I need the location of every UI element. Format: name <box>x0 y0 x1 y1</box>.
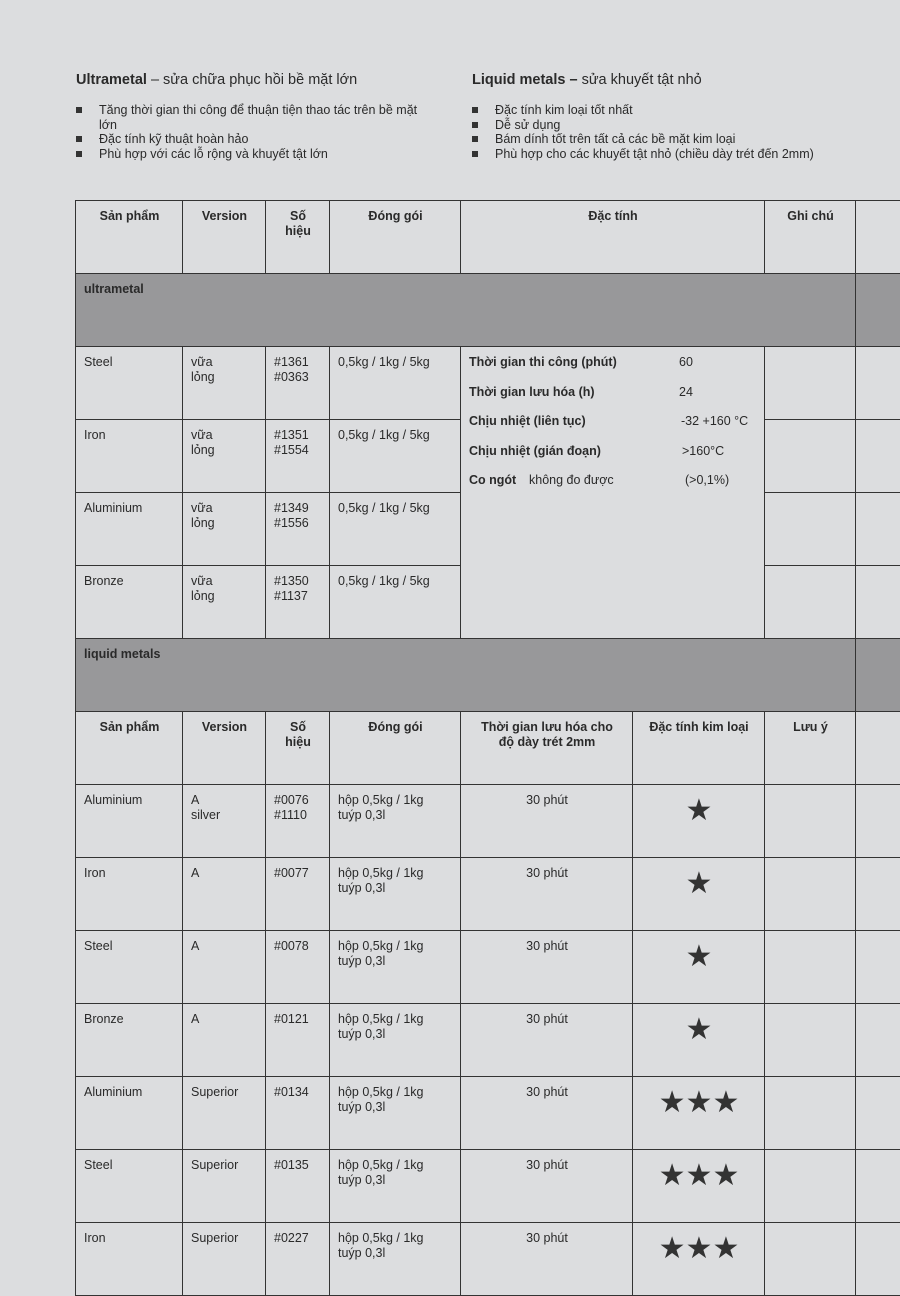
version-cell: A silver <box>183 785 266 858</box>
star-icon: ★ <box>712 1088 739 1118</box>
liquid-metals-intro <box>472 72 852 161</box>
star-rating <box>641 1015 757 1045</box>
code-cell: #1351 #1554 <box>266 420 330 493</box>
property-work-time: Thời gian thi công (phút) 60 <box>469 355 617 370</box>
star-icon: ★ <box>686 942 713 972</box>
star-icon: ★ <box>686 869 713 899</box>
pack-cell: hộp 0,5kg / 1kg tuýp 0,3l <box>330 858 461 931</box>
version-cell: vữa lỏng <box>183 420 266 493</box>
header-cell <box>856 201 900 274</box>
cure-time-cell: 30 phút <box>461 931 633 1004</box>
property-heat-intermittent: Chịu nhiệt (gián đoạn) >160°C <box>469 444 601 459</box>
section-row-ultrametal <box>76 274 900 347</box>
star-rating <box>641 869 757 899</box>
note-cell <box>765 347 856 420</box>
star-icon: ★ <box>659 1088 686 1118</box>
bullet-item: Dễ sử dụng <box>472 118 852 133</box>
section-row-liquid-metals <box>76 639 900 712</box>
star-icon: ★ <box>686 796 713 826</box>
code-cell: #1350 #1137 <box>266 566 330 639</box>
cure-time-cell: 30 phút <box>461 1004 633 1077</box>
product-cell: Steel <box>76 1150 183 1223</box>
header-cell: Lưu ý <box>765 712 856 785</box>
note-cell <box>765 858 856 931</box>
bullet-item: Phù hợp với các lỗ rộng và khuyết tật lớn <box>76 147 426 162</box>
ultrametal-bullet-list <box>76 103 426 161</box>
property-shrinkage: Co ngót không đo được (>0,1%) <box>469 473 516 488</box>
side-cell <box>856 858 900 931</box>
rating-cell <box>633 1223 765 1296</box>
star-icon: ★ <box>686 1161 713 1191</box>
note-cell <box>765 1004 856 1077</box>
side-cell <box>856 1077 900 1150</box>
note-cell <box>765 1077 856 1150</box>
side-cell <box>856 1004 900 1077</box>
bullet-item: Phù hợp cho các khuyết tật nhỏ (chiều dày trét đến 2mm) <box>472 147 852 162</box>
bullet-item: Đặc tính kim loại tốt nhất <box>472 103 852 118</box>
product-cell: Bronze <box>76 566 183 639</box>
product-cell: Steel <box>76 931 183 1004</box>
header-cell: Đặc tính <box>461 201 765 274</box>
side-cell <box>856 1150 900 1223</box>
product-cell: Iron <box>76 420 183 493</box>
cure-time-cell: 30 phút <box>461 785 633 858</box>
pack-cell: hộp 0,5kg / 1kg tuýp 0,3l <box>330 785 461 858</box>
cure-time-cell: 30 phút <box>461 858 633 931</box>
version-cell: A <box>183 931 266 1004</box>
pack-cell: 0,5kg / 1kg / 5kg <box>330 420 461 493</box>
star-icon: ★ <box>686 1234 713 1264</box>
table-row <box>76 1077 900 1150</box>
table-row <box>76 931 900 1004</box>
side-cell <box>856 785 900 858</box>
star-icon: ★ <box>659 1234 686 1264</box>
property-heat-continuous: Chịu nhiệt (liên tục) -32 +160 °C <box>469 414 586 429</box>
note-cell <box>765 493 856 566</box>
table-row <box>76 1004 900 1077</box>
code-cell: #0077 <box>266 858 330 931</box>
bullet-item: Đặc tính kỹ thuật hoàn hảo <box>76 132 426 147</box>
pack-cell: hộp 0,5kg / 1kg tuýp 0,3l <box>330 1004 461 1077</box>
header-cell: Sản phẩm <box>76 712 183 785</box>
note-cell <box>765 1150 856 1223</box>
version-cell: Superior <box>183 1077 266 1150</box>
header-cell: Đặc tính kim loại <box>633 712 765 785</box>
side-cell <box>856 420 900 493</box>
pack-cell: 0,5kg / 1kg / 5kg <box>330 493 461 566</box>
table-row <box>76 1223 900 1296</box>
header-cell: Thời gian lưu hóa cho độ dày trét 2mm <box>461 712 633 785</box>
note-cell <box>765 931 856 1004</box>
table-header-row <box>76 201 900 274</box>
cure-time-cell: 30 phút <box>461 1150 633 1223</box>
star-rating <box>641 796 757 826</box>
code-cell: #0135 <box>266 1150 330 1223</box>
product-cell: Aluminium <box>76 493 183 566</box>
code-cell: #0227 <box>266 1223 330 1296</box>
version-cell: A <box>183 1004 266 1077</box>
ultrametal-intro <box>76 72 426 161</box>
header-cell: Version <box>183 712 266 785</box>
product-spec-table <box>75 200 900 1296</box>
code-cell: #1349 #1556 <box>266 493 330 566</box>
product-cell: Aluminium <box>76 1077 183 1150</box>
version-cell: vữa lỏng <box>183 566 266 639</box>
side-cell <box>856 493 900 566</box>
pack-cell: hộp 0,5kg / 1kg tuýp 0,3l <box>330 931 461 1004</box>
side-cell <box>856 566 900 639</box>
product-cell: Steel <box>76 347 183 420</box>
star-icon: ★ <box>686 1015 713 1045</box>
product-cell: Iron <box>76 1223 183 1296</box>
version-cell: Superior <box>183 1150 266 1223</box>
version-cell: vữa lỏng <box>183 347 266 420</box>
star-icon: ★ <box>686 1088 713 1118</box>
star-icon: ★ <box>659 1161 686 1191</box>
product-cell: Bronze <box>76 1004 183 1077</box>
header-cell <box>856 712 900 785</box>
section-label: ultrametal <box>76 274 856 347</box>
section-side-cell <box>856 639 900 712</box>
pack-cell: hộp 0,5kg / 1kg tuýp 0,3l <box>330 1150 461 1223</box>
pack-cell: hộp 0,5kg / 1kg tuýp 0,3l <box>330 1223 461 1296</box>
table-header-row <box>76 712 900 785</box>
version-cell: Superior <box>183 1223 266 1296</box>
star-rating <box>641 942 757 972</box>
note-cell <box>765 566 856 639</box>
side-cell <box>856 1223 900 1296</box>
liquid-metals-intro-title: Liquid metals – sửa khuyết tật nhỏ <box>472 72 852 88</box>
pack-cell: 0,5kg / 1kg / 5kg <box>330 347 461 420</box>
code-cell: #0078 <box>266 931 330 1004</box>
bullet-item: Tăng thời gian thi công để thuận tiện thao tác trên bề mặt lớn <box>76 103 426 132</box>
properties-cell <box>461 347 765 639</box>
header-cell: Ghi chú <box>765 201 856 274</box>
table-row <box>76 347 900 420</box>
code-cell: #0121 <box>266 1004 330 1077</box>
table-row <box>76 858 900 931</box>
note-cell <box>765 1223 856 1296</box>
table-row <box>76 1150 900 1223</box>
liquid-metals-bullet-list <box>472 103 852 161</box>
rating-cell <box>633 785 765 858</box>
header-cell: Đóng gói <box>330 201 461 274</box>
property-cure-time: Thời gian lưu hóa (h) 24 <box>469 385 595 400</box>
star-rating <box>641 1161 757 1191</box>
version-cell: vữa lỏng <box>183 493 266 566</box>
star-icon: ★ <box>712 1161 739 1191</box>
table-row <box>76 785 900 858</box>
header-cell: Số hiệu <box>266 712 330 785</box>
star-rating <box>641 1088 757 1118</box>
cure-time-cell: 30 phút <box>461 1077 633 1150</box>
cure-time-cell: 30 phút <box>461 1223 633 1296</box>
header-cell: Đóng gói <box>330 712 461 785</box>
header-cell: Version <box>183 201 266 274</box>
product-cell: Aluminium <box>76 785 183 858</box>
side-cell <box>856 347 900 420</box>
header-cell: Sản phẩm <box>76 201 183 274</box>
pack-cell: hộp 0,5kg / 1kg tuýp 0,3l <box>330 1077 461 1150</box>
header-cell: Số hiệu <box>266 201 330 274</box>
side-cell <box>856 931 900 1004</box>
ultrametal-intro-title: Ultrametal – sửa chữa phục hồi bề mặt lớn <box>76 72 426 88</box>
product-cell: Iron <box>76 858 183 931</box>
code-cell: #0076 #1110 <box>266 785 330 858</box>
note-cell <box>765 420 856 493</box>
note-cell <box>765 785 856 858</box>
rating-cell <box>633 1077 765 1150</box>
pack-cell: 0,5kg / 1kg / 5kg <box>330 566 461 639</box>
code-cell: #0134 <box>266 1077 330 1150</box>
section-label: liquid metals <box>76 639 856 712</box>
rating-cell <box>633 858 765 931</box>
bullet-item: Bám dính tốt trên tất cả các bề mặt kim loại <box>472 132 852 147</box>
star-rating <box>641 1234 757 1264</box>
rating-cell <box>633 931 765 1004</box>
version-cell: A <box>183 858 266 931</box>
rating-cell <box>633 1004 765 1077</box>
star-icon: ★ <box>712 1234 739 1264</box>
code-cell: #1361 #0363 <box>266 347 330 420</box>
section-side-cell <box>856 274 900 347</box>
rating-cell <box>633 1150 765 1223</box>
